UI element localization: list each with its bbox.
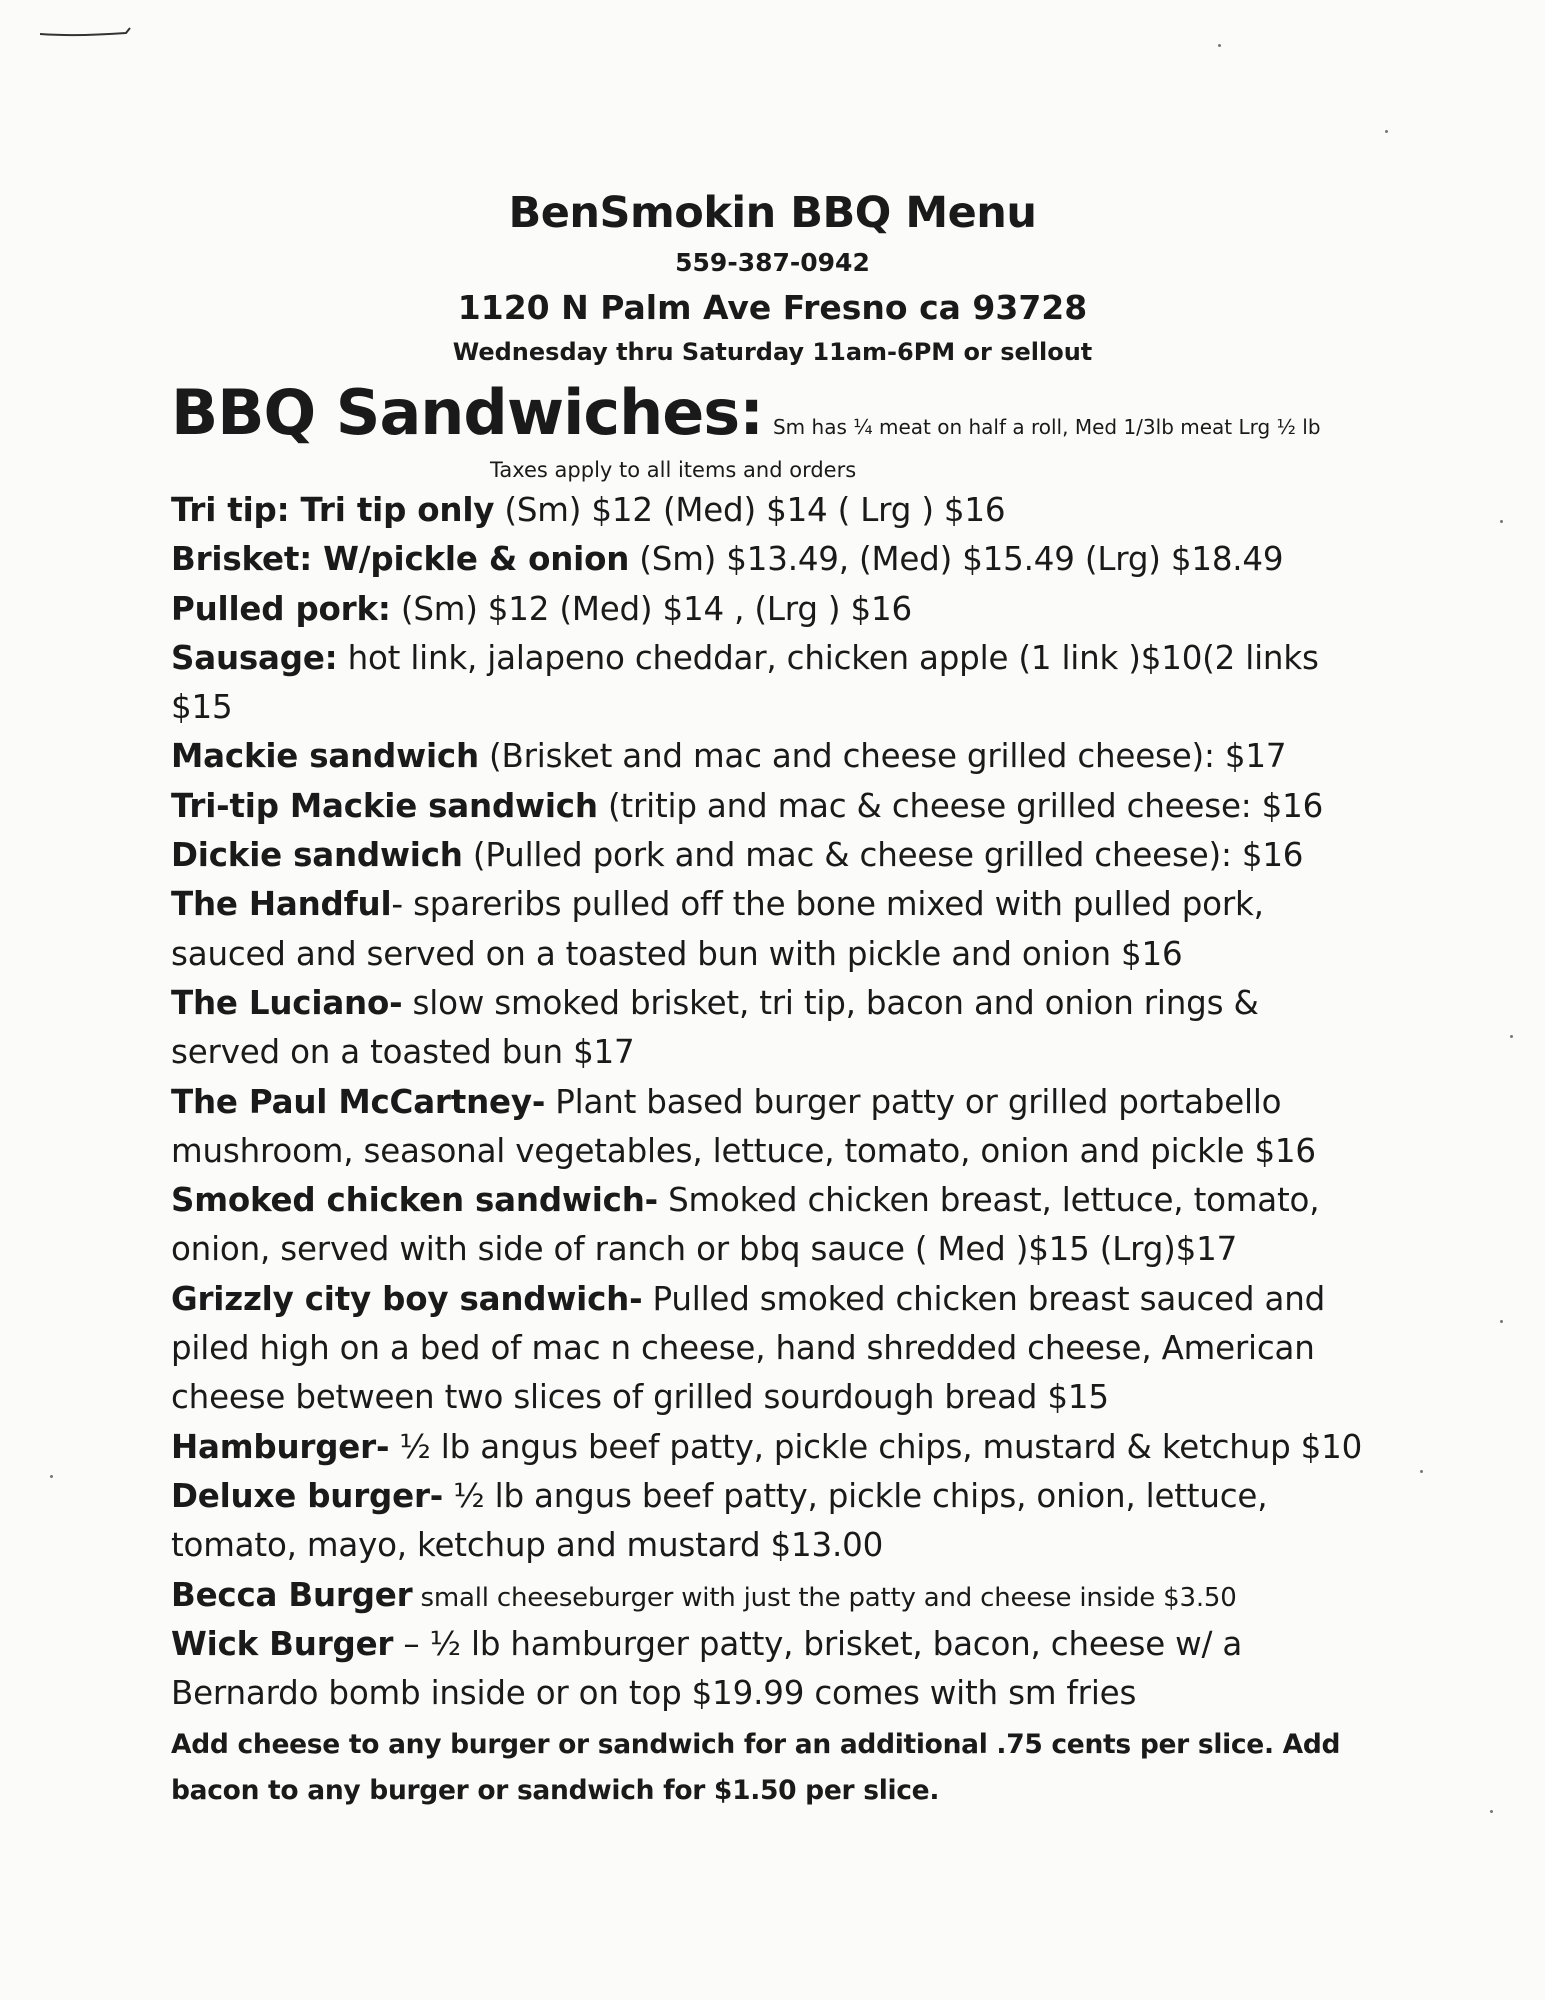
item-desc: (Sm) $12 (Med) $14 , (Lrg ) $16	[390, 589, 912, 628]
scan-speck	[1500, 520, 1503, 523]
menu-item-sausage	[171, 634, 1411, 683]
addons-line-1: Add cheese to any burger or sandwich for an additional .75 cents per slice. Add	[171, 1729, 1341, 1760]
section-title: BBQ Sandwiches:	[171, 376, 763, 449]
tax-note: Taxes apply to all items and orders	[490, 458, 857, 482]
menu-item-smoked-chicken	[171, 1176, 1411, 1225]
menu-item-pulled-pork	[171, 585, 1411, 634]
item-desc: Pulled smoked chicken breast sauced and	[642, 1279, 1326, 1318]
menu-item-handful-cont: sauced and served on a toasted bun with pickle and onion $16	[171, 934, 1183, 973]
item-name: The Paul McCartney-	[171, 1082, 546, 1121]
pen-mark-icon	[38, 20, 132, 40]
item-name: Sausage:	[171, 638, 338, 677]
item-desc: (Pulled pork and mac & cheese grilled cheese): $16	[462, 836, 1304, 875]
item-desc: hot link, jalapeno cheddar, chicken apple (1 link )$10(2 links	[337, 638, 1319, 677]
menu-item-sausage-cont: $15	[171, 688, 233, 727]
menu-item-luciano-cont: served on a toasted bun $17	[171, 1033, 635, 1072]
item-name: Dickie sandwich	[171, 836, 463, 875]
addons-line-2: bacon to any burger or sandwich for $1.50 per slice.	[171, 1775, 940, 1806]
menu-item-grizzly-cont2: cheese between two slices of grilled sourdough bread $15	[171, 1378, 1109, 1417]
menu-item-wick	[171, 1620, 1411, 1669]
menu-item-smoked-chicken-cont: onion, served with side of ranch or bbq sauce ( Med )$15 (Lrg)$17	[171, 1230, 1238, 1269]
menu-item-mackie	[171, 732, 1411, 781]
menu-items	[171, 486, 1411, 1718]
menu-item-handful	[171, 880, 1411, 929]
scan-speck	[1218, 44, 1221, 47]
item-name: Pulled pork:	[171, 589, 391, 628]
item-name: Mackie sandwich	[171, 737, 479, 776]
scan-speck	[1490, 1810, 1493, 1813]
item-desc: (Brisket and mac and cheese grilled cheese): $17	[478, 737, 1287, 776]
menu-item-mccartney-cont: mushroom, seasonal vegetables, lettuce, tomato, onion and pickle $16	[171, 1131, 1316, 1170]
item-name: Tri tip: Tri tip only	[171, 491, 495, 529]
menu-item-grizzly	[171, 1275, 1411, 1324]
item-desc: (Sm) $13.49, (Med) $15.49 (Lrg) $18.49	[629, 540, 1284, 579]
item-name: Grizzly city boy sandwich-	[171, 1279, 643, 1318]
menu-item-mccartney	[171, 1078, 1411, 1127]
item-desc: ½ lb angus beef patty, pickle chips, onion, lettuce,	[443, 1476, 1268, 1515]
menu-item-wick-cont: Bernardo bomb inside or on top $19.99 comes with sm fries	[171, 1674, 1137, 1713]
item-desc: ½ lb angus beef patty, pickle chips, mustard & ketchup $10	[389, 1427, 1363, 1466]
menu-item-dickie	[171, 831, 1411, 880]
item-name: Hamburger-	[171, 1427, 390, 1466]
item-desc: Smoked chicken breast, lettuce, tomato,	[657, 1181, 1320, 1220]
item-desc: slow smoked brisket, tri tip, bacon and onion rings &	[402, 983, 1259, 1022]
item-desc: Plant based burger patty or grilled portabello	[545, 1082, 1282, 1121]
phone-number: 559-387-0942	[675, 248, 870, 277]
menu-item-luciano	[171, 979, 1411, 1028]
menu-item-deluxe-cont: tomato, mayo, ketchup and mustard $13.00	[171, 1526, 884, 1565]
item-name: The Luciano-	[171, 983, 403, 1022]
size-note: Sm has ¼ meat on half a roll, Med 1/3lb meat Lrg ½ lb	[772, 415, 1321, 439]
scan-speck	[1420, 1470, 1423, 1473]
menu-item-grizzly-cont: piled high on a bed of mac n cheese, hand shredded cheese, American	[171, 1329, 1315, 1368]
item-desc: (tritip and mac & cheese grilled cheese: $16	[597, 786, 1324, 825]
item-name: Tri-tip Mackie sandwich	[171, 786, 598, 825]
item-name: Wick Burger	[171, 1624, 394, 1663]
menu-item-hamburger	[171, 1423, 1411, 1472]
address: 1120 N Palm Ave Fresno ca 93728	[457, 288, 1088, 327]
menu-item-becca	[171, 1571, 1411, 1620]
item-desc: - spareribs pulled off the bone mixed with pulled pork,	[391, 885, 1264, 924]
item-desc: small cheeseburger with just the patty and cheese inside $3.50	[412, 1582, 1237, 1613]
scan-speck	[1385, 130, 1388, 133]
menu-item-deluxe	[171, 1472, 1411, 1521]
scan-speck	[1510, 1035, 1513, 1038]
hours: Wednesday thru Saturday 11am-6PM or sellout	[452, 338, 1093, 366]
scan-speck	[1500, 1320, 1503, 1323]
item-name: The Handful	[171, 885, 392, 924]
item-name: Smoked chicken sandwich-	[171, 1181, 658, 1220]
menu-title: BenSmokin BBQ Menu	[508, 188, 1037, 238]
item-name: Deluxe burger-	[171, 1476, 444, 1515]
item-desc: (Sm) $12 (Med) $14 ( Lrg ) $16	[494, 491, 1006, 529]
menu-item-brisket	[171, 535, 1411, 584]
addons-note	[171, 1722, 1411, 1814]
section-heading	[171, 376, 1391, 449]
item-name: Brisket: W/pickle & onion	[171, 540, 630, 579]
menu-item-tritip	[171, 486, 1411, 535]
menu-item-tritip-mackie	[171, 782, 1411, 831]
item-name: Becca Burger	[171, 1575, 413, 1614]
scan-speck	[50, 1475, 53, 1478]
item-desc: – ½ lb hamburger patty, brisket, bacon, cheese w/ a	[393, 1624, 1243, 1663]
